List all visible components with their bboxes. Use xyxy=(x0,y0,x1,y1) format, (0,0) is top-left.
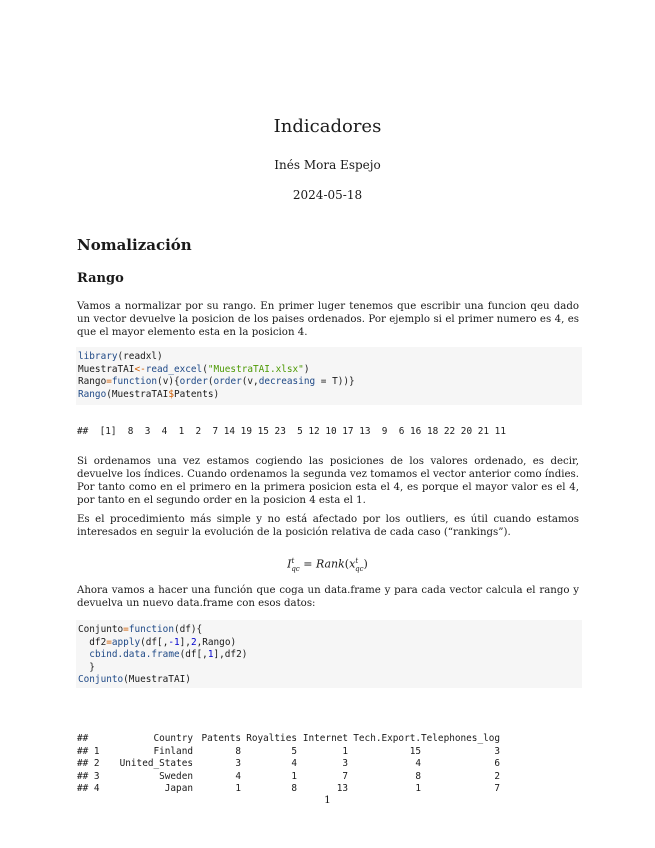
code-token: (v, xyxy=(241,376,259,387)
code-block-rango xyxy=(76,347,582,405)
code-token: } xyxy=(78,661,95,673)
paragraph-procedure: Es el procedimiento más simple y no está afectado por los outliers, es útil cuando estamos interesados en seguir la evolución de la posición relativa de cada caso (“rankings”). xyxy=(77,514,579,538)
formula-rank: Rank xyxy=(315,557,345,571)
code-token: function xyxy=(111,376,158,387)
page-number: 1 xyxy=(324,794,331,806)
paragraph-conjunto: Ahora vamos a hacer una función que coga un data.frame y para cada vector calcula el rango y devuelva un nuevo data.frame con esos datos: xyxy=(77,585,579,609)
code-token: order xyxy=(213,376,242,387)
table-header-cell: Royalties xyxy=(246,733,297,744)
code-token: (readxl) xyxy=(117,351,163,362)
table-cell: Sweden xyxy=(159,770,193,782)
code-token: <- xyxy=(134,363,146,375)
table-cell: 8 xyxy=(291,783,297,794)
code-token: Conjunto xyxy=(78,624,124,635)
formula-x: x xyxy=(349,557,356,571)
table-cell: ## 3 xyxy=(77,770,100,782)
code-token: cbind.data.frame xyxy=(89,649,180,660)
table-cell: 5 xyxy=(291,745,297,757)
table-cell: ## 4 xyxy=(77,783,100,794)
code-token: ) xyxy=(303,363,310,375)
code-token: = T))} xyxy=(315,376,355,387)
formula-lhs-sub: qc xyxy=(291,564,300,573)
code-token: -1 xyxy=(168,636,180,648)
code-token: df2 xyxy=(78,636,107,648)
code-token: apply xyxy=(111,636,141,648)
code-token: ( xyxy=(202,363,208,375)
code-block-conjunto xyxy=(76,620,582,688)
code-token: (df[, xyxy=(179,649,208,660)
formula-x-sup: t xyxy=(355,557,359,565)
table-header-cell: ## xyxy=(77,733,89,744)
code-token xyxy=(78,649,89,660)
table-cell: 3 xyxy=(235,758,241,769)
document-title: Indicadores xyxy=(273,116,382,137)
paragraph-intro: Vamos a normalizar por su rango. En primer luger tenemos que escribir una funcion qeu dado un vector devuelve la posicion de los paises ordenados. Por ejemplo si el primer numero es 4, es que el mayor elemento esta en la posicion 4. xyxy=(77,301,579,338)
table-cell: 8 xyxy=(235,745,241,757)
code-token: library xyxy=(78,351,118,362)
table-cell: 6 xyxy=(494,758,501,769)
formula-close: ) xyxy=(363,557,368,571)
code-token: order xyxy=(179,376,208,387)
formula-eq: = xyxy=(299,557,316,571)
code-token: function xyxy=(128,624,174,635)
code-token: 1 xyxy=(207,649,214,660)
table-header-cell: Patents xyxy=(201,733,241,744)
table-cell: Japan xyxy=(164,783,193,794)
table-cell: 3 xyxy=(342,758,348,769)
table-cell: 15 xyxy=(409,745,421,757)
formula-lhs-sup: t xyxy=(291,557,295,565)
table-cell: 4 xyxy=(415,758,421,769)
table-cell: 1 xyxy=(291,770,297,782)
table-cell: 13 xyxy=(336,783,348,794)
code-token: "MuestraTAI.xlsx" xyxy=(207,363,304,375)
table-header-cell: Internet xyxy=(302,733,348,744)
formula-lhs: I xyxy=(287,557,292,571)
table-cell: 2 xyxy=(494,770,501,782)
code-token: (df[, xyxy=(140,636,169,648)
code-token: ], xyxy=(179,636,191,648)
section-heading: Nomalización xyxy=(77,236,192,254)
document-date: 2024-05-18 xyxy=(292,188,363,202)
table-cell: 1 xyxy=(342,745,348,757)
code-token: (v){ xyxy=(157,376,180,387)
code-token: ,Rango) xyxy=(196,636,237,648)
table-header-cell: Country xyxy=(153,733,193,744)
table-header-cell: Telephones_log xyxy=(421,733,501,744)
paragraph-explanation: Si ordenamos una vez estamos cogiendo las posiciones de los valores ordenado, es decir, devuelve los índices. Cuando ordenamos la segunda vez tomamos el vector anterior como índies. Por tanto como en el primero en la primera posicion esta el 4, es porque el mayor valor es el 4, por tanto en el segundo order en la posicion 4 esta el 1. xyxy=(77,456,579,506)
formula-open: ( xyxy=(344,557,350,571)
code-token: MuestraTAI xyxy=(78,363,135,375)
table-cell: 1 xyxy=(415,783,421,794)
document-author: Inés Mora Espejo xyxy=(274,158,381,172)
code-token: (df){ xyxy=(173,624,203,635)
code-token: = xyxy=(106,376,112,387)
code-token: Rango xyxy=(78,388,107,400)
code-token: ],df2) xyxy=(213,649,248,660)
data-frame-table xyxy=(77,733,500,796)
code-token: 2 xyxy=(190,636,197,648)
table-cell: 4 xyxy=(291,758,297,769)
code-output-rango: ## [1] 8 3 4 1 2 7 14 19 15 23 5 12 10 17 13 9 6 16 18 22 20 21 11 xyxy=(77,426,506,437)
table-row xyxy=(77,746,500,759)
rank-formula xyxy=(0,557,655,573)
code-token: Rango xyxy=(78,376,107,387)
table-cell: Finland xyxy=(153,745,193,757)
table-cell: United_States xyxy=(119,758,193,769)
formula-x-sub: qc xyxy=(355,564,364,573)
code-token: ( xyxy=(207,376,214,387)
table-cell: 3 xyxy=(494,745,501,757)
code-token: = xyxy=(106,636,112,648)
code-token: Patents) xyxy=(173,388,220,400)
subsection-heading: Rango xyxy=(77,271,124,286)
code-token: Conjunto xyxy=(78,674,124,685)
table-header-cell: Tech.Export. xyxy=(353,733,421,744)
table-cell: 7 xyxy=(494,783,501,794)
code-token: read_excel xyxy=(145,363,203,375)
code-token: $ xyxy=(168,388,174,400)
table-cell: 8 xyxy=(415,770,421,782)
code-token: (MuestraTAI) xyxy=(123,674,191,685)
table-row xyxy=(77,758,500,771)
code-token: decreasing xyxy=(258,376,316,387)
table-header-row xyxy=(77,733,500,746)
table-cell: ## 1 xyxy=(77,745,100,757)
code-token: (MuestraTAI xyxy=(106,388,169,400)
table-cell: 7 xyxy=(342,770,348,782)
table-cell: 4 xyxy=(235,770,241,782)
table-cell: ## 2 xyxy=(77,758,100,769)
table-row xyxy=(77,771,500,784)
code-token: = xyxy=(123,624,129,635)
table-cell: 1 xyxy=(235,783,241,794)
